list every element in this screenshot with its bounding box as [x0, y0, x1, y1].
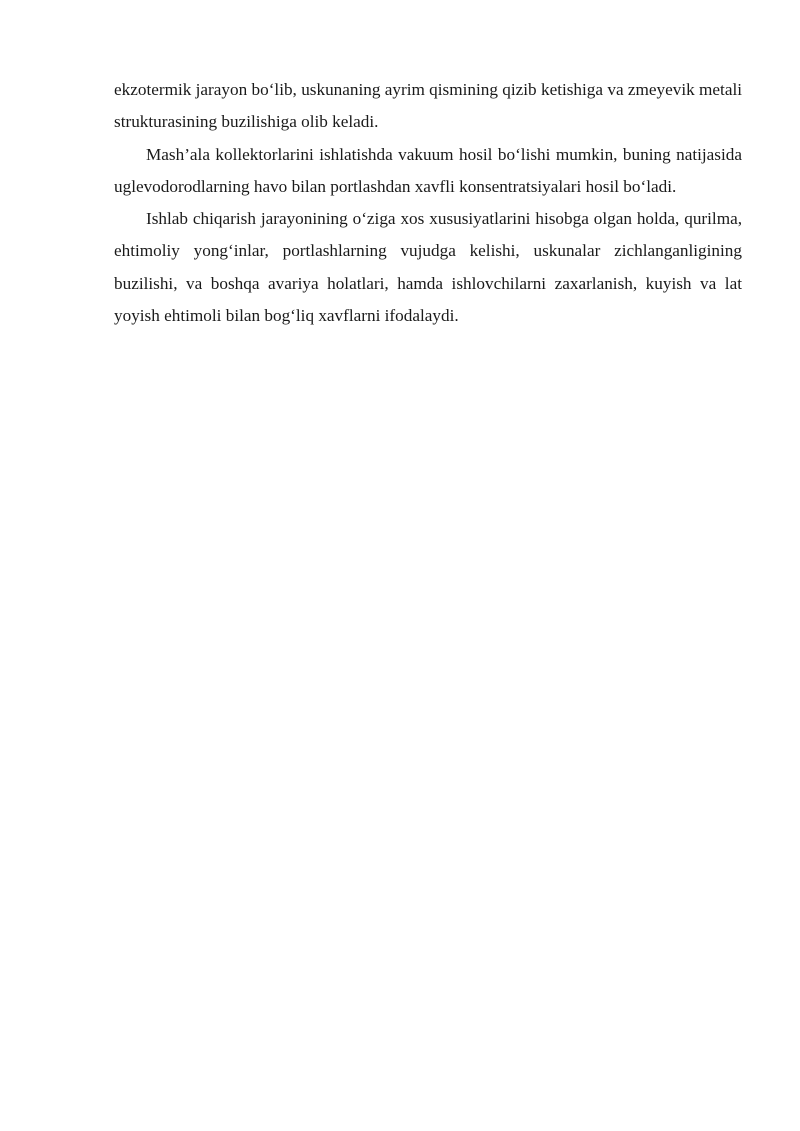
paragraph-continuation: ekzotermik jarayon bo‘lib, uskunaning ayrim qismining qizib ketishiga va zmeyevik metali strukturasining buzilishiga olib keladi. [114, 80, 742, 132]
paragraph-vacuum-hazard: Mash’ala kollektorlarini ishlatishda vakuum hosil bo‘lishi mumkin, buning natijasida uglevodorodlarning havo bilan portlashdan xavfli konsentratsiyalari hosil bo‘ladi. [114, 144, 742, 196]
document-page [114, 74, 742, 332]
paragraph-production-hazards: Ishlab chiqarish jarayonining o‘ziga xos xususiyatlarini hisobga olgan holda, qurilma, ehtimoliy yong‘inlar, portlashlarning vujudga kelishi, uskunalar zichlanganligining buzilishi, va boshqa avariya holatlari, hamda ishlovchilarni zaxarlanish, kuyish va lat yoyish ehtimoli bilan bog‘liq xavflarni ifodalaydi. [114, 209, 742, 326]
